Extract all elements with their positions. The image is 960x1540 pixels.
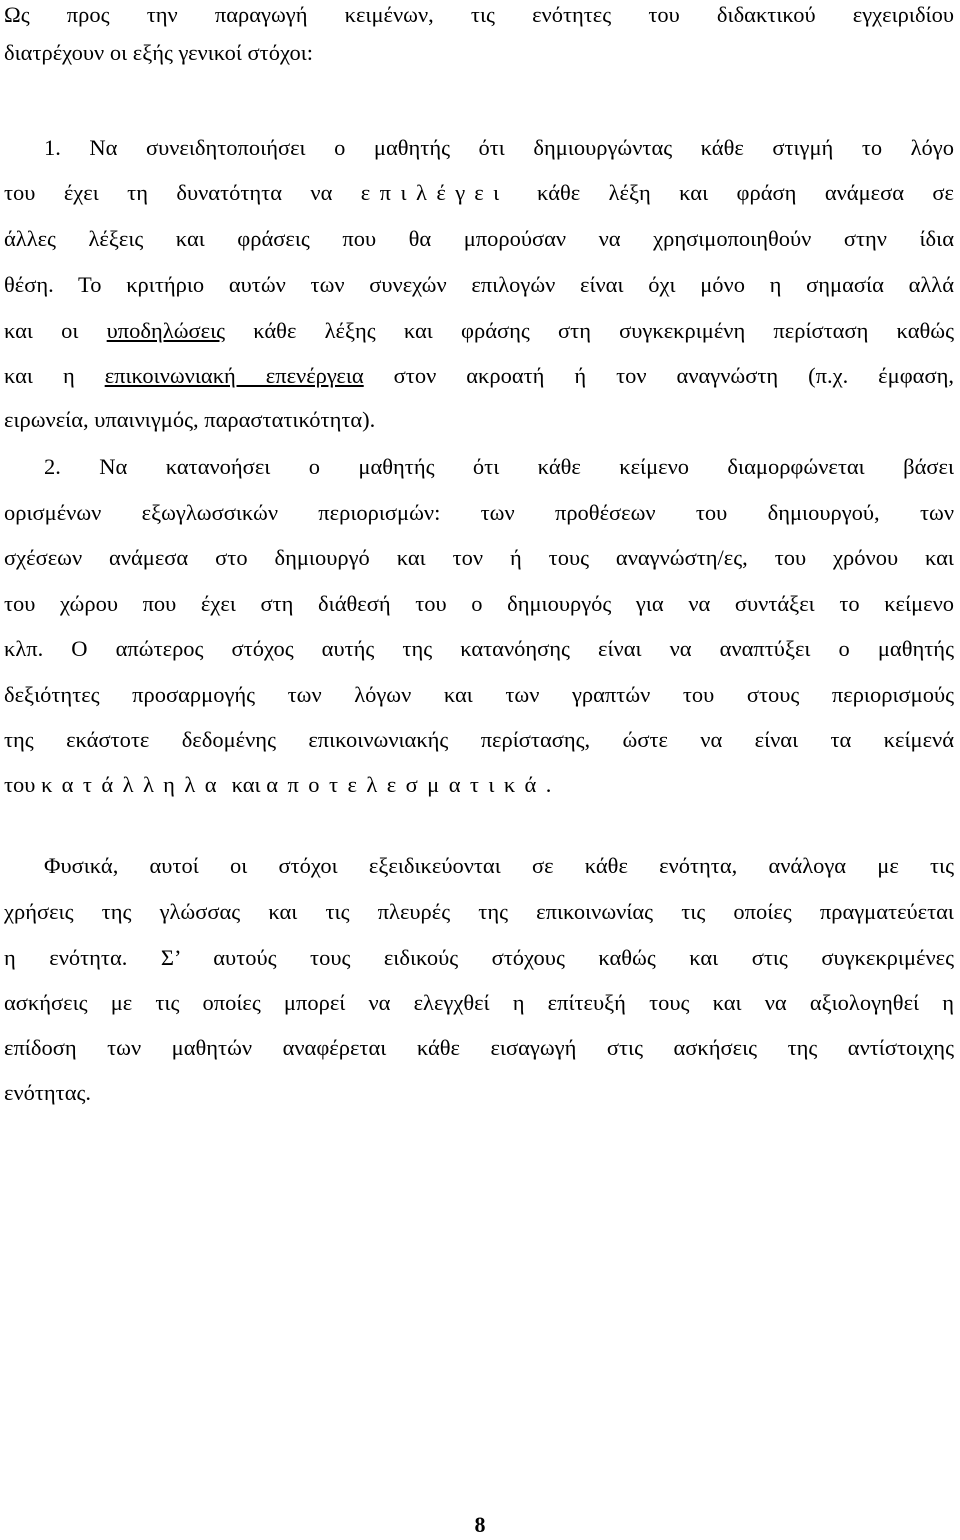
goal-line: άλλες λέξεις και φράσεις που θα μπορούσαν να χρησιμοποιηθούν στην ίδια	[4, 226, 954, 251]
goal-line: 2. Να κατανοήσει ο μαθητής ότι κάθε κείμενο διαμορφώνεται βάσει	[44, 454, 954, 479]
text-run: του έχει τη δυνατότητα να	[4, 180, 361, 205]
goal-line: 1. Να συνειδητοποιήσει ο μαθητής ότι δημιουργώντας κάθε στιγμή το λόγο	[44, 135, 954, 160]
page-number: 8	[474, 1512, 486, 1537]
closing-line: η ενότητα. Σ’ αυτούς τους ειδικούς στόχους καθώς και στις συγκεκριμένες	[4, 945, 954, 970]
text-run: του	[4, 772, 42, 797]
text-run: κάθε λέξη και φράση ανάμεσα σε	[508, 180, 954, 205]
spaced-emphasis: επιλέγει	[360, 180, 509, 205]
closing-line: Φυσικά, αυτοί οι στόχοι εξειδικεύονται σε κάθε ενότητα, ανάλογα με τις	[44, 853, 954, 878]
goal-line	[4, 178, 954, 208]
goal-line: ειρωνεία, υπαινιγμός, παραστατικότητα).	[4, 407, 376, 432]
underlined-term: επικοινωνιακή επενέργεια	[104, 363, 364, 388]
goal-line	[4, 361, 954, 391]
goal-line: ορισμένων εξωγλωσσικών περιορισμών: των προθέσεων του δημιουργού, των	[4, 500, 954, 525]
text-run: στον ακροατή ή τον αναγνώστη (π.χ. έμφαση,	[363, 363, 954, 388]
goal-line: θέση. Το κριτήριο αυτών των συνεχών επιλογών είναι όχι μόνο η σημασία αλλά	[4, 272, 954, 297]
goal-line	[4, 316, 954, 346]
closing-line: ενότητας.	[4, 1080, 92, 1105]
goal-line: σχέσεων ανάμεσα στο δημιουργό και τον ή τους αναγνώστη/ες, του χρόνου και	[4, 545, 954, 570]
closing-line: χρήσεις της γλώσσας και τις πλευρές της επικοινωνίας τις οποίες πραγματεύεται	[4, 899, 954, 924]
closing-line: επίδοση των μαθητών αναφέρεται κάθε εισαγωγή στις ασκήσεις της αντίστοιχης	[4, 1035, 954, 1060]
spaced-emphasis: κατάλληλα	[41, 772, 226, 797]
underlined-term: υποδηλώσεις	[106, 318, 226, 343]
intro-line: διατρέχουν οι εξής γενικοί στόχοι:	[4, 40, 314, 65]
goal-line: δεξιότητες προσαρμογής των λόγων και των γραπτών του στους περιορισμούς	[4, 682, 954, 707]
text-run: και η	[4, 363, 105, 388]
spaced-emphasis: αποτελεσματικά	[266, 772, 546, 797]
text-run: .	[545, 772, 552, 797]
text-run: και οι	[4, 318, 107, 343]
text-run: και	[225, 772, 267, 797]
goal-line: του χώρου που έχει στη διάθεσή του ο δημιουργός για να συντάξει το κείμενο	[4, 591, 954, 616]
text-run: κάθε λέξης και φράσης στη συγκεκριμένη περίσταση καθώς	[225, 318, 954, 343]
closing-line: ασκήσεις με τις οποίες μπορεί να ελεγχθεί η επίτευξή τους και να αξιολογηθεί η	[4, 990, 954, 1015]
goal-line	[4, 770, 954, 800]
goal-line: κλπ. Ο απώτερος στόχος αυτής της κατανόησης είναι να αναπτύξει ο μαθητής	[4, 636, 954, 661]
goal-line: της εκάστοτε δεδομένης επικοινωνιακής περίστασης, ώστε να είναι τα κείμενά	[4, 727, 954, 752]
intro-line: Ως προς την παραγωγή κειμένων, τις ενότητες του διδακτικού εγχειριδίου	[4, 2, 954, 27]
